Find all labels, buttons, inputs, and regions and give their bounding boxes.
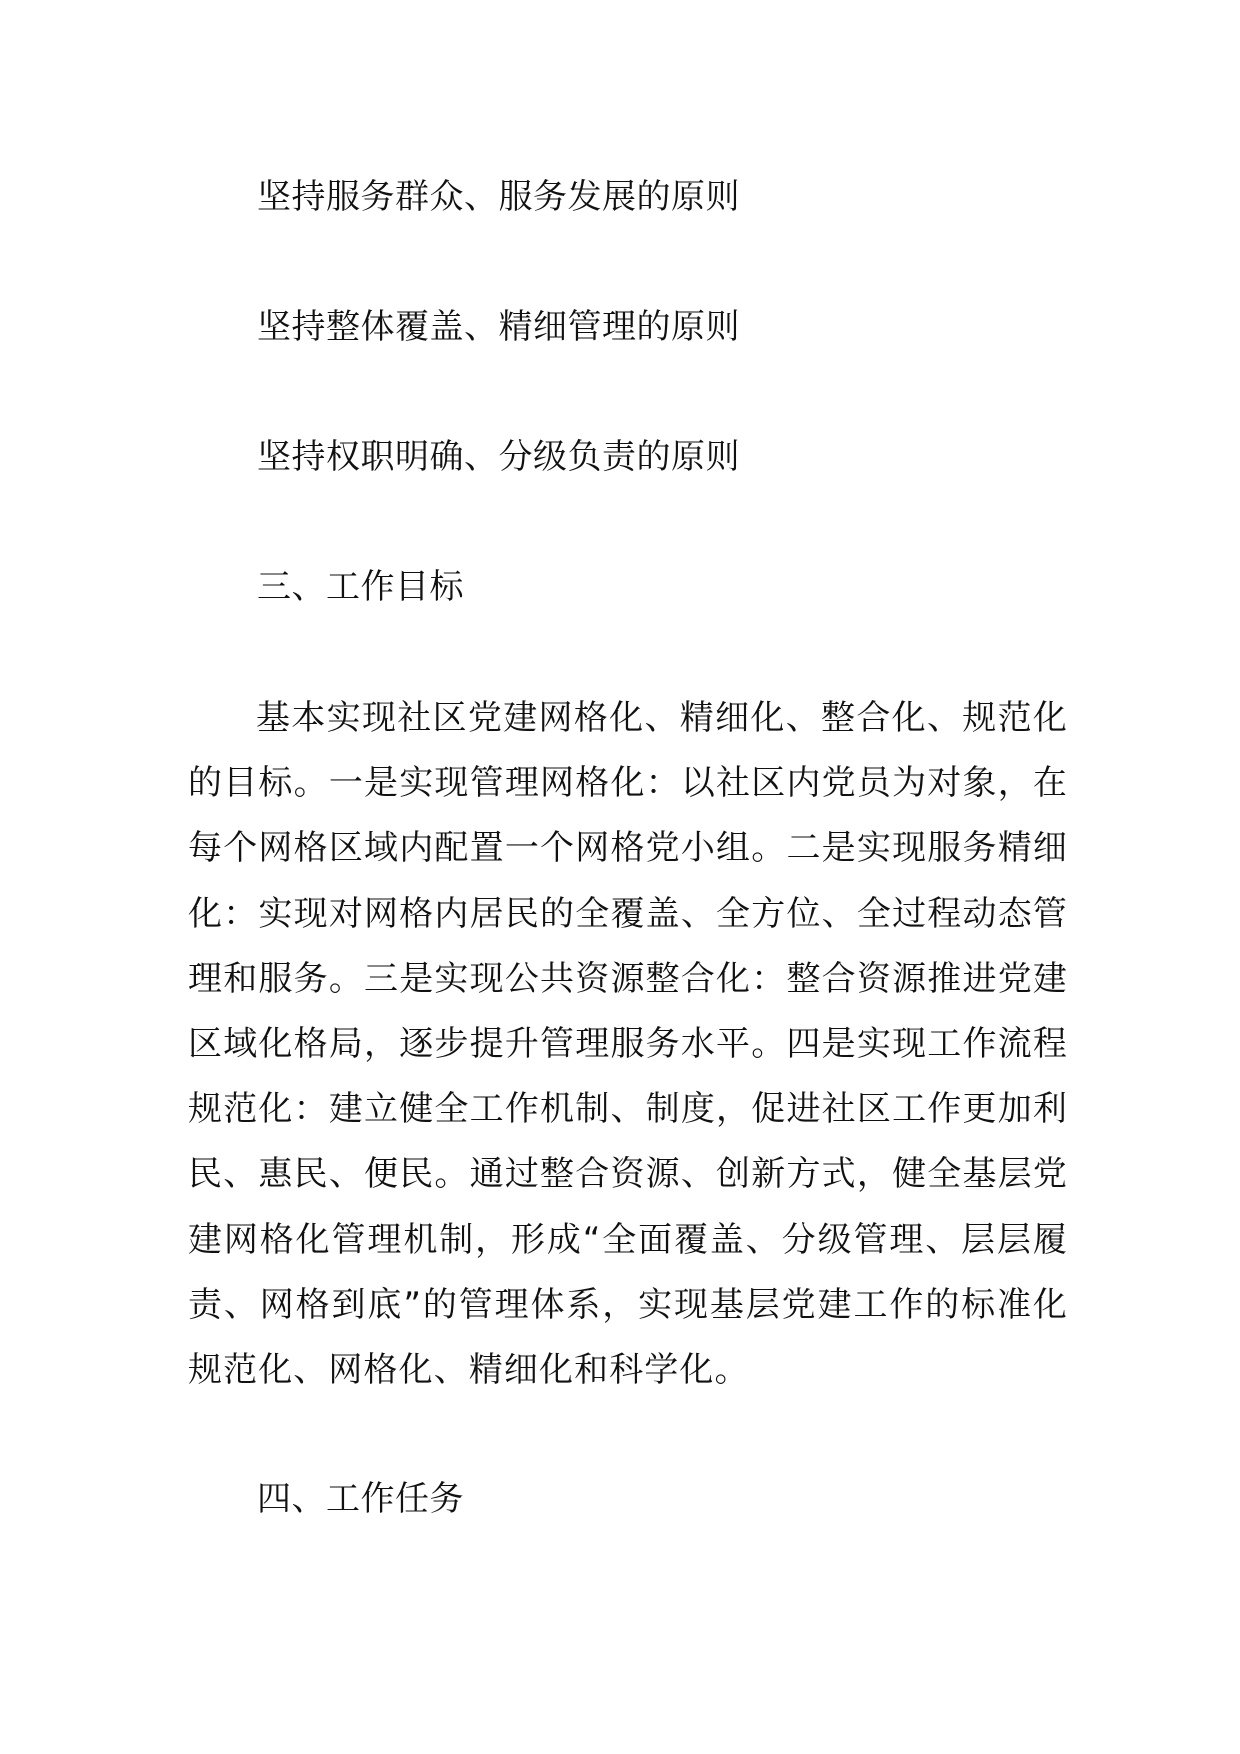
principle-line-2: 坚持整体覆盖、精细管理的原则 [257, 307, 740, 347]
section-heading-tasks: 四、工作任务 [257, 1479, 464, 1519]
principle-line-3: 坚持权职明确、分级负责的原则 [257, 437, 740, 477]
section-heading-goals: 三、工作目标 [257, 567, 464, 607]
goals-paragraph: 基本实现社区党建网格化、精细化、整合化、规范化的目标。一是实现管理网格化：以社区内党员为对象，在每个网格区域内配置一个网格党小组。二是实现服务精细化：实现对网格内居民的全覆盖、全方位、全过程动态管理和服务。三是实现公共资源整合化：整合资源推进党建区域化格局，逐步提升管理服务水平。四是实现工作流程规范化：建立健全工作机制、制度，促进社区工作更加利民、惠民、便民。通过整合资源、创新方式，健全基层党建网格化管理机制，形成“全面覆盖、分级管理、层层履责、网格到底”的管理体系，实现基层党建工作的标准化规范化、网格化、精细化和科学化。 [188, 698, 1068, 1391]
principle-line-1: 坚持服务群众、服务发展的原则 [257, 177, 740, 217]
